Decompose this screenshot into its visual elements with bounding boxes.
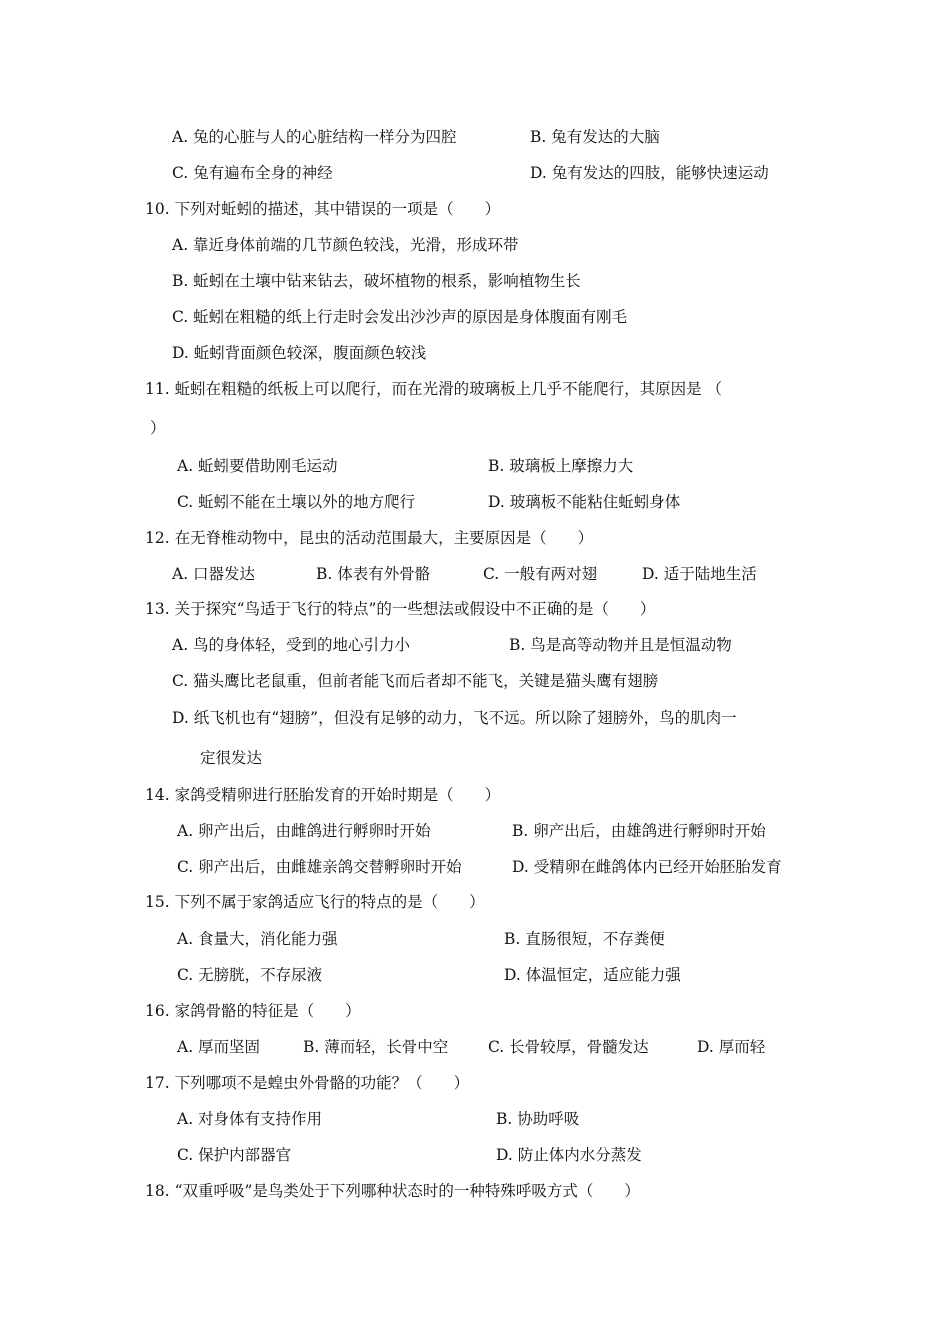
q16-option-b: B. 薄而轻，长骨中空	[303, 1038, 449, 1056]
q13-option-a: A. 鸟的身体轻，受到的地心引力小	[172, 636, 411, 654]
q14-option-b: B. 卵产出后，由雄鸽进行孵卵时开始	[512, 822, 766, 840]
q9-option-b: B. 兔有发达的大脑	[530, 128, 660, 146]
q17-option-d: D. 防止体内水分蒸发	[496, 1146, 642, 1164]
q10-option-b: B. 蚯蚓在土壤中钻来钻去，破坏植物的根系，影响植物生长	[172, 272, 581, 290]
q14-option-c: C. 卵产出后，由雌雄亲鸽交替孵卵时开始	[177, 858, 462, 876]
q9-option-c: C. 兔有遍布全身的神经	[172, 164, 333, 182]
q17-option-b: B. 协助呼吸	[496, 1110, 580, 1128]
q13-option-d-continuation: 定很发达	[200, 749, 263, 767]
q16-stem: 16. 家鸽骨骼的特征是（ ）	[145, 1002, 361, 1020]
q9-option-d: D. 兔有发达的四肢，能够快速运动	[530, 164, 769, 182]
q11-option-d: D. 玻璃板不能粘住蚯蚓身体	[488, 493, 681, 511]
q10-stem: 10. 下列对蚯蚓的描述，其中错误的一项是（ ）	[145, 200, 501, 218]
q11-option-a: A. 蚯蚓要借助刚毛运动	[177, 457, 338, 475]
q10-option-d: D. 蚯蚓背面颜色较深，腹面颜色较浅	[172, 344, 427, 362]
q16-option-d: D. 厚而轻	[697, 1038, 766, 1056]
q12-option-c: C. 一般有两对翅	[483, 565, 598, 583]
q14-stem: 14. 家鸽受精卵进行胚胎发育的开始时期是（ ）	[145, 786, 501, 804]
q11-stem: 11. 蚯蚓在粗糙的纸板上可以爬行，而在光滑的玻璃板上几乎不能爬行，其原因是 （	[145, 380, 723, 398]
q17-option-c: C. 保护内部器官	[177, 1146, 292, 1164]
q11-option-c: C. 蚯蚓不能在土壤以外的地方爬行	[177, 493, 416, 511]
q9-option-a: A. 兔的心脏与人的心脏结构一样分为四腔	[172, 128, 457, 146]
q15-option-a: A. 食量大，消化能力强	[177, 930, 338, 948]
q15-option-d: D. 体温恒定，适应能力强	[504, 966, 681, 984]
q17-stem: 17. 下列哪项不是蝗虫外骨骼的功能？（ ）	[145, 1074, 470, 1092]
q13-stem: 13. 关于探究“鸟适于飞行的特点”的一些想法或假设中不正确的是（ ）	[145, 600, 656, 618]
q12-option-d: D. 适于陆地生活	[642, 565, 757, 583]
q15-option-b: B. 直肠很短，不存粪便	[504, 930, 665, 948]
q11-stem-continuation: ）	[150, 419, 166, 437]
q12-stem: 12. 在无脊椎动物中，昆虫的活动范围最大，主要原因是（ ）	[145, 529, 594, 547]
q10-option-a: A. 靠近身体前端的几节颜色较浅，光滑，形成环带	[172, 236, 519, 254]
q16-option-a: A. 厚而坚固	[177, 1038, 261, 1056]
q11-option-b: B. 玻璃板上摩擦力大	[488, 457, 634, 475]
q12-option-b: B. 体表有外骨骼	[316, 565, 431, 583]
q12-option-a: A. 口器发达	[172, 565, 256, 583]
q15-stem: 15. 下列不属于家鸽适应飞行的特点的是（ ）	[145, 893, 485, 911]
q13-option-b: B. 鸟是高等动物并且是恒温动物	[509, 636, 732, 654]
q17-option-a: A. 对身体有支持作用	[177, 1110, 323, 1128]
q15-option-c: C. 无膀胱，不存尿液	[177, 966, 323, 984]
q16-option-c: C. 长骨较厚，骨髓发达	[488, 1038, 649, 1056]
q13-option-c: C. 猫头鹰比老鼠重，但前者能飞而后者却不能飞，关键是猫头鹰有翅膀	[172, 672, 659, 690]
q13-option-d: D. 纸飞机也有“翅膀”，但没有足够的动力，飞不远。所以除了翅膀外，鸟的肌肉一	[172, 709, 737, 727]
q14-option-d: D. 受精卵在雌鸽体内已经开始胚胎发育	[512, 858, 782, 876]
q10-option-c: C. 蚯蚓在粗糙的纸上行走时会发出沙沙声的原因是身体腹面有刚毛	[172, 308, 628, 326]
q14-option-a: A. 卵产出后，由雌鸽进行孵卵时开始	[177, 822, 431, 840]
q18-stem: 18. “双重呼吸”是鸟类处于下列哪种状态时的一种特殊呼吸方式（ ）	[145, 1182, 640, 1200]
